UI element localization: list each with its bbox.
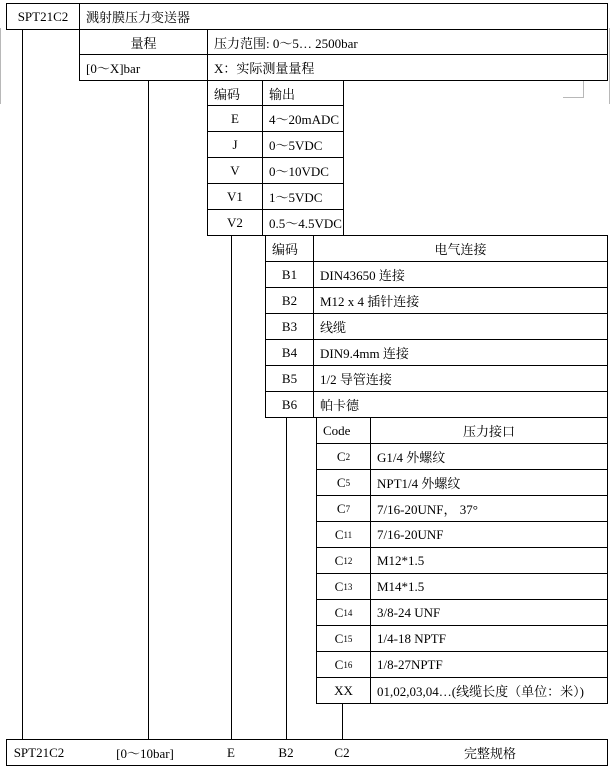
port-code-cell (316, 547, 371, 574)
electrical-desc-cell (313, 365, 608, 392)
port-code-text: C (336, 500, 346, 516)
range-desc (207, 29, 608, 55)
port-code-sub: 12 (343, 555, 353, 566)
output-desc-header-text: 输出 (269, 86, 296, 102)
port-code-text: C (334, 656, 344, 672)
electrical-code-cell (265, 391, 314, 418)
port-code-text: C (334, 578, 344, 594)
range-value (79, 54, 208, 81)
connector-line-range (148, 80, 149, 740)
connector-line-output (231, 235, 232, 740)
electrical-code-text: B5 (281, 370, 298, 386)
port-code-text: C (334, 552, 344, 568)
electrical-code-cell (265, 261, 314, 288)
electrical-code-text: B6 (281, 396, 298, 412)
port-code-cell (316, 625, 371, 652)
port-code-sub: 13 (343, 581, 353, 592)
range-note (207, 54, 608, 81)
range-value-text: [0～X]bar (86, 61, 141, 76)
port-code-sub: 2 (345, 451, 351, 462)
port-desc-text: NPT1/4 外螺纹 (377, 476, 461, 491)
output-code-text: J (232, 136, 238, 152)
electrical-code-text: B4 (281, 344, 298, 360)
range-label (79, 29, 208, 55)
example-port: C2 (334, 744, 350, 760)
electrical-desc-header (313, 235, 608, 262)
electrical-desc-cell (313, 391, 608, 418)
electrical-code-cell (265, 365, 314, 392)
example-row-left-border (6, 739, 7, 766)
electrical-code-cell (265, 339, 314, 366)
example-label: 完整规格 (463, 746, 516, 761)
example-output: E (227, 744, 235, 760)
output-code-cell (207, 131, 263, 158)
output-desc-cell (262, 105, 344, 132)
electrical-desc-text: DIN43650 连接 (320, 268, 405, 283)
port-code-text: C (336, 448, 346, 464)
example-row-right-border (607, 739, 608, 766)
port-desc-text: M12*1.5 (377, 552, 425, 568)
page-corner-mark-h (563, 97, 584, 98)
header-model-text: SPT21C2 (17, 8, 69, 24)
port-desc-text: 1/8-27NPTF (377, 656, 443, 672)
electrical-code-cell (265, 313, 314, 340)
electrical-code-text: B1 (281, 266, 298, 282)
port-code-sub: 15 (343, 633, 353, 644)
example-model: SPT21C2 (13, 744, 65, 760)
port-code-sub: 11 (343, 529, 353, 540)
port-code-cell (316, 677, 371, 704)
connector-line-electrical (286, 417, 287, 740)
range-label-text: 量程 (130, 35, 157, 51)
port-code-cell (316, 443, 371, 470)
port-code-cell (316, 495, 371, 522)
range-desc-text: 压力范围: 0～5… 2500bar (214, 35, 358, 51)
output-code-header (207, 80, 263, 106)
range-note-text: X：实际测量量程 (214, 61, 315, 76)
port-desc-text: 01,02,03,04…(线缆长度（单位：米）) (377, 684, 584, 699)
output-desc-text: 4～20mADC (269, 112, 340, 127)
port-desc-header-text: 压力接口 (462, 424, 515, 439)
electrical-desc-cell (313, 287, 608, 314)
port-code-sub: 16 (343, 659, 353, 670)
output-desc-cell (262, 183, 344, 210)
connector-line-port (342, 703, 343, 740)
output-code-text: V (230, 162, 240, 178)
port-code-text: C (336, 474, 346, 490)
port-desc-cell (370, 625, 608, 652)
output-desc-text: 0.5～4.5VDC (269, 216, 342, 231)
electrical-code-text: B2 (281, 292, 298, 308)
port-code-cell (316, 573, 371, 600)
port-code-header-text: Code (323, 422, 351, 438)
electrical-desc-text: M12 x 4 插针连接 (320, 294, 420, 309)
electrical-desc-text: 线缆 (320, 320, 347, 335)
header-model (6, 3, 80, 30)
electrical-code-header-text: 编码 (272, 242, 299, 257)
port-desc-text: 7/16-20UNF， 37° (377, 502, 478, 517)
output-desc-header (262, 80, 344, 106)
page-corner-mark-v (583, 80, 584, 98)
port-desc-cell (370, 495, 608, 522)
port-code-cell (316, 599, 371, 626)
port-desc-cell (370, 469, 608, 496)
output-code-cell (207, 183, 263, 210)
port-desc-cell (370, 521, 608, 548)
page-margin-mark-left (0, 28, 1, 104)
port-code-cell (316, 469, 371, 496)
output-desc-cell (262, 131, 344, 158)
electrical-desc-cell (313, 261, 608, 288)
port-desc-cell (370, 443, 608, 470)
output-desc-text: 1～5VDC (269, 190, 323, 205)
port-desc-header (370, 417, 608, 444)
port-desc-cell (370, 547, 608, 574)
port-code-cell (316, 521, 371, 548)
output-code-text: E (231, 110, 239, 126)
port-code-sub: 14 (343, 607, 353, 618)
port-desc-cell (370, 651, 608, 678)
port-code-text: C (334, 604, 344, 620)
output-desc-cell (262, 209, 344, 236)
port-desc-cell (370, 677, 608, 704)
port-code-cell (316, 651, 371, 678)
electrical-code-text: B3 (281, 318, 298, 334)
example-range: [0～10bar] (116, 746, 174, 761)
page-margin-mark-right (609, 28, 610, 104)
output-desc-text: 0～5VDC (269, 138, 323, 153)
header-title (79, 3, 608, 30)
port-code-text: C (334, 526, 344, 542)
output-code-cell (207, 157, 263, 184)
output-desc-text: 0～10VDC (269, 164, 329, 179)
electrical-code-cell (265, 287, 314, 314)
port-desc-text: 3/8-24 UNF (377, 604, 441, 620)
connector-line-model (22, 29, 23, 740)
electrical-desc-header-text: 电气连接 (434, 242, 487, 257)
header-title-text: 溅射膜压力变送器 (86, 10, 191, 25)
electrical-desc-text: 1/2 导管连接 (320, 372, 392, 387)
port-code-sub: 5 (345, 477, 351, 488)
port-code-text: C (334, 630, 344, 646)
port-desc-text: 7/16-20UNF (377, 526, 444, 542)
port-code-header (316, 417, 371, 444)
port-desc-text: M14*1.5 (377, 578, 425, 594)
electrical-code-header (265, 235, 314, 262)
example-row-bottom-border (6, 765, 608, 766)
output-code-cell (207, 209, 263, 236)
port-desc-cell (370, 599, 608, 626)
output-code-text: V1 (227, 188, 243, 204)
example-electrical: B2 (278, 744, 294, 760)
port-desc-text: G1/4 外螺纹 (377, 450, 446, 465)
electrical-desc-text: DIN9.4mm 连接 (320, 346, 409, 361)
output-desc-cell (262, 157, 344, 184)
output-code-text: V2 (227, 214, 243, 230)
electrical-desc-text: 帕卡德 (320, 398, 360, 413)
output-code-header-text: 编码 (214, 86, 241, 102)
port-code-text: XX (334, 682, 353, 698)
electrical-desc-cell (313, 339, 608, 366)
output-code-cell (207, 105, 263, 132)
port-desc-text: 1/4-18 NPTF (377, 630, 446, 646)
port-desc-cell (370, 573, 608, 600)
electrical-desc-cell (313, 313, 608, 340)
port-code-sub: 7 (345, 503, 351, 514)
